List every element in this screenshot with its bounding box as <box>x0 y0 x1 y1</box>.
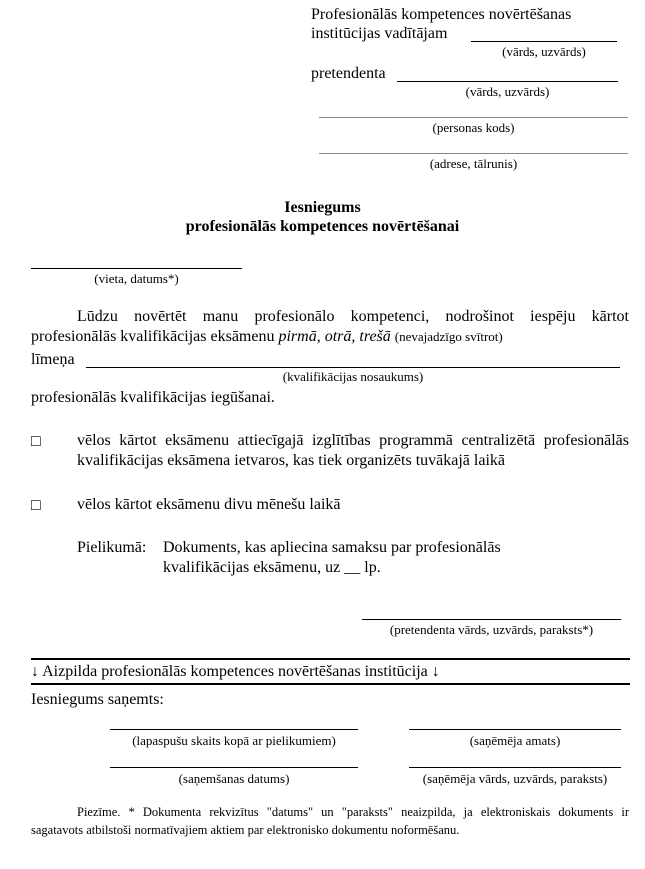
applicant-name-hint: (vārds, uzvārds) <box>465 84 550 99</box>
place-date-field[interactable] <box>31 268 242 269</box>
receiver-name-field[interactable] <box>409 767 621 768</box>
personal-code-hint: (personas kods) <box>432 120 515 135</box>
place-date-hint: (vieta, datums*) <box>94 271 179 286</box>
receiver-position-field[interactable] <box>409 729 621 730</box>
request-text: Lūdzu novērtēt manu profesionālo kompetenci, nodrošinot iespēju kārtot profesionālās kvalifikācijas eksāmenu <box>31 308 629 345</box>
section-divider-top <box>31 658 630 660</box>
attachment-line-2: kvalifikācijas eksāmenu, uz __ lp. <box>163 559 381 576</box>
qualification-hint: (kvalifikācijas nosaukums) <box>282 369 424 384</box>
exam-levels: pirmā, otrā, trešā <box>278 328 391 345</box>
personal-code-field[interactable] <box>319 117 628 118</box>
header-line-2: institūcijas vadītājam <box>311 25 448 42</box>
footnote: Piezīme. * Dokumenta rekvizītus "datums" un "paraksts" neaizpilda, ja elektroniskais dokuments ir sagatavots atbilstoši normatīvajiem aktiem par elektronisko dokumentu noformēšanu. <box>31 805 629 837</box>
head-name-field[interactable] <box>471 41 617 42</box>
received-label: Iesniegums saņemts: <box>31 691 164 708</box>
header-line-1: Profesionālās kompetences novērtēšanas <box>311 6 572 23</box>
receiver-name-hint: (saņēmēja vārds, uzvārds, paraksts) <box>422 771 608 786</box>
option-text-2: vēlos kārtot eksāmenu divu mēnešu laikā <box>77 496 341 513</box>
option-checkbox-2[interactable]: □ <box>31 497 41 514</box>
applicant-signature-hint: (pretendenta vārds, uzvārds, paraksts*) <box>389 622 594 637</box>
applicant-label: pretendenta <box>311 65 386 82</box>
applicant-signature-field[interactable] <box>362 619 621 620</box>
applicant-name-field[interactable] <box>397 81 618 82</box>
address-hint: (adrese, tālrunis) <box>429 156 518 171</box>
section-divider-bottom <box>31 683 630 685</box>
document-title: Iesniegums <box>284 199 361 216</box>
option-text-1: vēlos kārtot eksāmenu attiecīgajā izglītības programmā centralizētā profesionālās kvalifikācijas eksāmena ietvaros, kas tiek organizēts tuvākajā laikā <box>77 432 629 469</box>
request-paragraph-end: profesionālās kvalifikācijas iegūšanai. <box>31 389 275 406</box>
pages-count-field[interactable] <box>110 729 358 730</box>
attachment-line-1: Dokuments, kas apliecina samaksu par profesionālās <box>163 539 501 556</box>
received-date-field[interactable] <box>110 767 358 768</box>
address-field[interactable] <box>319 153 628 154</box>
receiver-position-hint: (saņēmēja amats) <box>469 733 561 748</box>
institution-banner: ↓ Aizpilda profesionālās kompetences novērtēšanas institūcija ↓ <box>31 663 440 680</box>
option-checkbox-1[interactable]: □ <box>31 433 41 450</box>
head-name-hint: (vārds, uzvārds) <box>502 44 586 59</box>
level-label: līmeņa <box>31 351 75 368</box>
qualification-name-field[interactable] <box>86 367 620 368</box>
document-subtitle: profesionālās kompetences novērtēšanai <box>185 218 460 235</box>
received-date-hint: (saņemšanas datums) <box>178 771 290 786</box>
attachment-label: Pielikumā: <box>77 539 147 556</box>
request-paragraph <box>31 307 629 347</box>
pages-count-hint: (lapaspušu skaits kopā ar pielikumiem) <box>132 733 336 748</box>
strike-hint: (nevajadzīgo svītrot) <box>394 329 503 344</box>
